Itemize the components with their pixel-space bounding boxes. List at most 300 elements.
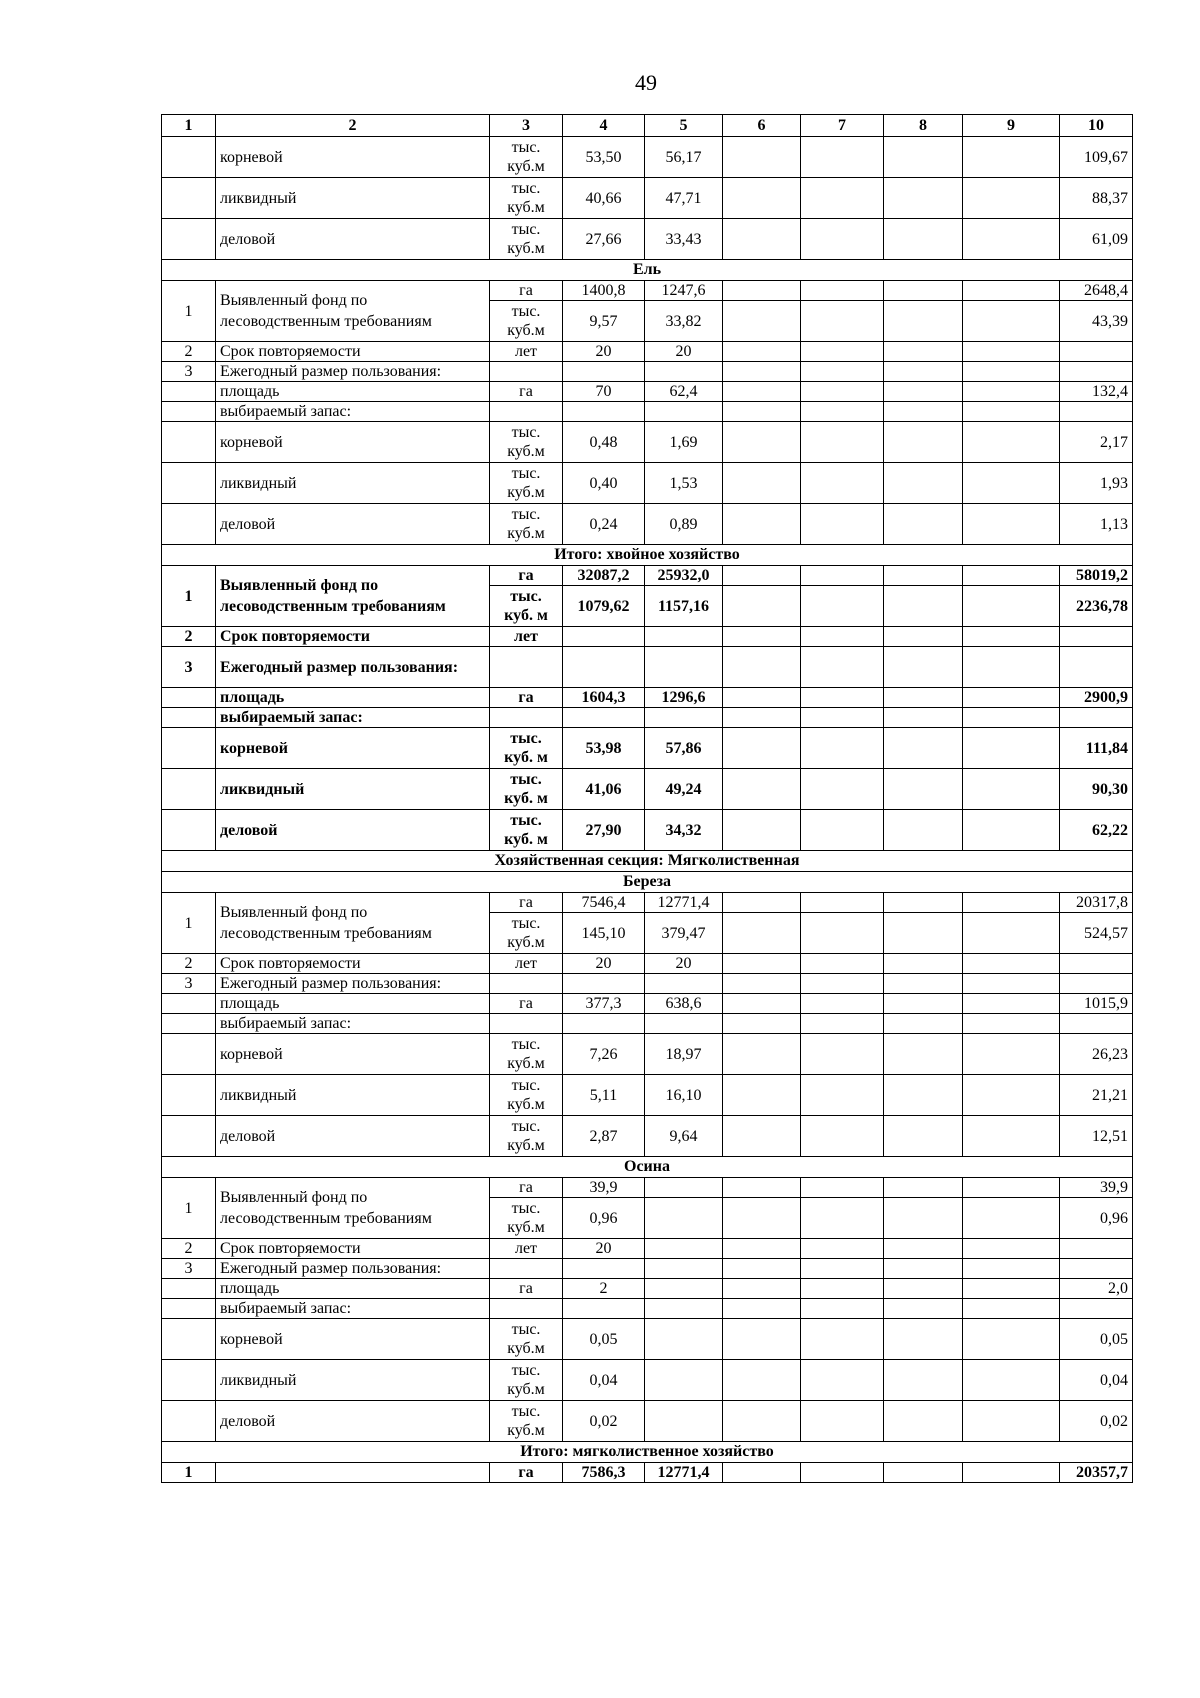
row-number: 1 bbox=[162, 1463, 216, 1483]
value-cell bbox=[645, 1198, 723, 1239]
value-cell: 58019,2 bbox=[1060, 566, 1133, 586]
value-cell: 1015,9 bbox=[1060, 994, 1133, 1014]
value-cell bbox=[884, 1463, 963, 1483]
row-name: Ежегодный размер пользования: bbox=[216, 362, 490, 382]
value-cell bbox=[884, 1178, 963, 1198]
row-number bbox=[162, 219, 216, 260]
unit-cell: тыс. куб. м bbox=[490, 728, 563, 769]
row-number bbox=[162, 810, 216, 851]
value-cell bbox=[963, 913, 1060, 954]
value-cell bbox=[645, 1259, 723, 1279]
value-cell bbox=[801, 994, 884, 1014]
value-cell bbox=[801, 586, 884, 627]
page-number: 49 bbox=[635, 70, 657, 95]
value-cell bbox=[801, 1463, 884, 1483]
value-cell: 0,96 bbox=[1060, 1198, 1133, 1239]
value-cell bbox=[723, 463, 801, 504]
value-cell: 20 bbox=[563, 342, 645, 362]
value-cell bbox=[884, 647, 963, 688]
value-cell bbox=[963, 647, 1060, 688]
value-cell bbox=[723, 1178, 801, 1198]
value-cell bbox=[884, 382, 963, 402]
value-cell: 20 bbox=[645, 954, 723, 974]
unit-cell: тыс. куб. м bbox=[490, 769, 563, 810]
row-number: 1 bbox=[162, 1178, 216, 1239]
value-cell bbox=[723, 219, 801, 260]
section-title: Осина bbox=[162, 1157, 1133, 1178]
row-number: 3 bbox=[162, 1259, 216, 1279]
value-cell: 18,97 bbox=[645, 1034, 723, 1075]
value-cell: 377,3 bbox=[563, 994, 645, 1014]
value-cell bbox=[884, 362, 963, 382]
unit-cell bbox=[490, 708, 563, 728]
table-row bbox=[162, 1279, 1133, 1299]
row-number bbox=[162, 1360, 216, 1401]
unit-cell bbox=[490, 362, 563, 382]
row-number bbox=[162, 728, 216, 769]
unit-cell: тыс. куб.м bbox=[490, 137, 563, 178]
value-cell bbox=[801, 504, 884, 545]
value-cell bbox=[723, 708, 801, 728]
table-row bbox=[162, 974, 1133, 994]
value-cell: 0,05 bbox=[1060, 1319, 1133, 1360]
value-cell: 33,43 bbox=[645, 219, 723, 260]
value-cell bbox=[884, 913, 963, 954]
value-cell bbox=[723, 1463, 801, 1483]
value-cell bbox=[723, 586, 801, 627]
unit-cell: га bbox=[490, 566, 563, 586]
unit-cell: тыс. куб.м bbox=[490, 1401, 563, 1442]
value-cell bbox=[963, 688, 1060, 708]
unit-cell: тыс. куб.м bbox=[490, 1034, 563, 1075]
unit-cell bbox=[490, 647, 563, 688]
table-row bbox=[162, 504, 1133, 545]
column-header: 2 bbox=[216, 115, 490, 137]
value-cell bbox=[884, 301, 963, 342]
row-name: Выявленный фонд по лесоводственным требованиям bbox=[216, 281, 490, 342]
table-row bbox=[162, 137, 1133, 178]
value-cell bbox=[963, 1279, 1060, 1299]
value-cell: 0,02 bbox=[563, 1401, 645, 1442]
value-cell bbox=[884, 342, 963, 362]
value-cell bbox=[963, 708, 1060, 728]
value-cell bbox=[963, 1463, 1060, 1483]
section-title: Ель bbox=[162, 260, 1133, 281]
row-number: 3 bbox=[162, 647, 216, 688]
row-number bbox=[162, 137, 216, 178]
value-cell bbox=[963, 974, 1060, 994]
value-cell: 62,4 bbox=[645, 382, 723, 402]
row-name: площадь bbox=[216, 994, 490, 1014]
value-cell: 2900,9 bbox=[1060, 688, 1133, 708]
row-number bbox=[162, 769, 216, 810]
unit-cell: га bbox=[490, 382, 563, 402]
table-row bbox=[162, 342, 1133, 362]
value-cell bbox=[723, 1034, 801, 1075]
value-cell bbox=[645, 1239, 723, 1259]
value-cell bbox=[884, 708, 963, 728]
value-cell bbox=[884, 893, 963, 913]
value-cell bbox=[963, 1014, 1060, 1034]
unit-cell: тыс. куб.м bbox=[490, 1075, 563, 1116]
unit-cell: тыс. куб.м bbox=[490, 504, 563, 545]
value-cell bbox=[723, 178, 801, 219]
row-name: деловой bbox=[216, 219, 490, 260]
value-cell bbox=[645, 1299, 723, 1319]
row-number: 2 bbox=[162, 342, 216, 362]
value-cell bbox=[723, 422, 801, 463]
value-cell bbox=[801, 1075, 884, 1116]
value-cell bbox=[963, 1034, 1060, 1075]
value-cell bbox=[963, 1299, 1060, 1319]
row-number bbox=[162, 504, 216, 545]
value-cell bbox=[723, 504, 801, 545]
value-cell bbox=[801, 402, 884, 422]
value-cell: 16,10 bbox=[645, 1075, 723, 1116]
unit-cell: га bbox=[490, 1178, 563, 1198]
value-cell bbox=[884, 1279, 963, 1299]
value-cell bbox=[801, 1401, 884, 1442]
column-header: 7 bbox=[801, 115, 884, 137]
row-name: выбираемый запас: bbox=[216, 708, 490, 728]
value-cell bbox=[963, 382, 1060, 402]
value-cell bbox=[801, 566, 884, 586]
value-cell: 27,90 bbox=[563, 810, 645, 851]
table-row bbox=[162, 954, 1133, 974]
value-cell bbox=[723, 1401, 801, 1442]
value-cell bbox=[723, 362, 801, 382]
value-cell: 379,47 bbox=[645, 913, 723, 954]
value-cell bbox=[884, 954, 963, 974]
value-cell bbox=[963, 1360, 1060, 1401]
unit-cell: га bbox=[490, 893, 563, 913]
value-cell bbox=[563, 627, 645, 647]
value-cell bbox=[801, 1116, 884, 1157]
value-cell bbox=[801, 422, 884, 463]
value-cell: 12771,4 bbox=[645, 1463, 723, 1483]
value-cell bbox=[884, 463, 963, 504]
value-cell: 2,17 bbox=[1060, 422, 1133, 463]
value-cell bbox=[801, 810, 884, 851]
value-cell: 1,69 bbox=[645, 422, 723, 463]
value-cell: 47,71 bbox=[645, 178, 723, 219]
value-cell: 524,57 bbox=[1060, 913, 1133, 954]
table-row bbox=[162, 1299, 1133, 1319]
row-name: ликвидный bbox=[216, 769, 490, 810]
value-cell bbox=[884, 769, 963, 810]
value-cell: 20357,7 bbox=[1060, 1463, 1133, 1483]
value-cell bbox=[884, 627, 963, 647]
value-cell: 61,09 bbox=[1060, 219, 1133, 260]
column-header: 4 bbox=[563, 115, 645, 137]
value-cell bbox=[884, 1259, 963, 1279]
value-cell: 132,4 bbox=[1060, 382, 1133, 402]
row-number bbox=[162, 688, 216, 708]
row-number bbox=[162, 1034, 216, 1075]
unit-cell: га bbox=[490, 688, 563, 708]
value-cell: 1604,3 bbox=[563, 688, 645, 708]
unit-cell bbox=[490, 1299, 563, 1319]
value-cell bbox=[645, 1014, 723, 1034]
value-cell bbox=[1060, 708, 1133, 728]
unit-cell: га bbox=[490, 281, 563, 301]
row-name: Срок повторяемости bbox=[216, 342, 490, 362]
value-cell bbox=[801, 463, 884, 504]
value-cell bbox=[963, 954, 1060, 974]
value-cell bbox=[563, 1299, 645, 1319]
value-cell bbox=[645, 974, 723, 994]
value-cell: 56,17 bbox=[645, 137, 723, 178]
value-cell bbox=[801, 1014, 884, 1034]
value-cell: 20 bbox=[563, 954, 645, 974]
table-row bbox=[162, 178, 1133, 219]
value-cell: 7,26 bbox=[563, 1034, 645, 1075]
value-cell: 1,93 bbox=[1060, 463, 1133, 504]
row-name: ликвидный bbox=[216, 178, 490, 219]
row-number bbox=[162, 1116, 216, 1157]
row-name: Выявленный фонд по лесоводственным требованиям bbox=[216, 893, 490, 954]
table-row bbox=[162, 1401, 1133, 1442]
row-number bbox=[162, 178, 216, 219]
value-cell: 53,98 bbox=[563, 728, 645, 769]
table-row bbox=[162, 994, 1133, 1014]
row-number bbox=[162, 1299, 216, 1319]
value-cell bbox=[884, 422, 963, 463]
value-cell bbox=[884, 137, 963, 178]
section-row bbox=[162, 260, 1133, 281]
value-cell bbox=[645, 627, 723, 647]
value-cell: 0,02 bbox=[1060, 1401, 1133, 1442]
table-row bbox=[162, 1360, 1133, 1401]
value-cell bbox=[963, 402, 1060, 422]
value-cell bbox=[963, 463, 1060, 504]
value-cell bbox=[801, 178, 884, 219]
value-cell bbox=[963, 1178, 1060, 1198]
table-row bbox=[162, 281, 1133, 301]
value-cell: 0,48 bbox=[563, 422, 645, 463]
unit-cell bbox=[490, 1259, 563, 1279]
row-name: выбираемый запас: bbox=[216, 1014, 490, 1034]
row-number bbox=[162, 708, 216, 728]
value-cell bbox=[723, 382, 801, 402]
section-row bbox=[162, 545, 1133, 566]
value-cell bbox=[723, 810, 801, 851]
value-cell: 109,67 bbox=[1060, 137, 1133, 178]
value-cell: 0,96 bbox=[563, 1198, 645, 1239]
unit-cell: лет bbox=[490, 627, 563, 647]
row-number bbox=[162, 422, 216, 463]
section-title: Хозяйственная секция: Мягколиственная bbox=[162, 851, 1133, 872]
value-cell bbox=[884, 728, 963, 769]
column-header: 6 bbox=[723, 115, 801, 137]
value-cell bbox=[963, 137, 1060, 178]
value-cell bbox=[801, 342, 884, 362]
value-cell: 1079,62 bbox=[563, 586, 645, 627]
value-cell bbox=[723, 137, 801, 178]
value-cell bbox=[645, 708, 723, 728]
table-row bbox=[162, 1178, 1133, 1198]
value-cell: 39,9 bbox=[1060, 1178, 1133, 1198]
row-number bbox=[162, 1075, 216, 1116]
value-cell bbox=[1060, 647, 1133, 688]
value-cell bbox=[801, 1198, 884, 1239]
value-cell bbox=[884, 688, 963, 708]
value-cell: 20317,8 bbox=[1060, 893, 1133, 913]
value-cell: 20 bbox=[563, 1239, 645, 1259]
value-cell bbox=[963, 219, 1060, 260]
value-cell bbox=[723, 1075, 801, 1116]
row-number bbox=[162, 463, 216, 504]
row-number: 2 bbox=[162, 1239, 216, 1259]
unit-cell: тыс. куб.м bbox=[490, 422, 563, 463]
section-row bbox=[162, 1157, 1133, 1178]
value-cell: 638,6 bbox=[645, 994, 723, 1014]
value-cell bbox=[563, 1014, 645, 1034]
row-name: Ежегодный размер пользования: bbox=[216, 974, 490, 994]
section-title: Итого: хвойное хозяйство bbox=[162, 545, 1133, 566]
value-cell bbox=[645, 1279, 723, 1299]
value-cell bbox=[801, 137, 884, 178]
value-cell: 26,23 bbox=[1060, 1034, 1133, 1075]
value-cell bbox=[884, 1319, 963, 1360]
value-cell: 1247,6 bbox=[645, 281, 723, 301]
table-row bbox=[162, 1239, 1133, 1259]
row-name: корневой bbox=[216, 1319, 490, 1360]
section-row bbox=[162, 851, 1133, 872]
value-cell bbox=[645, 1178, 723, 1198]
value-cell bbox=[723, 893, 801, 913]
value-cell: 53,50 bbox=[563, 137, 645, 178]
value-cell bbox=[963, 627, 1060, 647]
value-cell: 88,37 bbox=[1060, 178, 1133, 219]
value-cell bbox=[963, 1239, 1060, 1259]
unit-cell bbox=[490, 402, 563, 422]
section-title: Береза bbox=[162, 872, 1133, 893]
value-cell: 1296,6 bbox=[645, 688, 723, 708]
value-cell bbox=[801, 219, 884, 260]
table-row bbox=[162, 1319, 1133, 1360]
value-cell: 9,64 bbox=[645, 1116, 723, 1157]
row-number bbox=[162, 994, 216, 1014]
unit-cell: тыс. куб.м bbox=[490, 219, 563, 260]
value-cell bbox=[723, 1360, 801, 1401]
value-cell bbox=[963, 994, 1060, 1014]
value-cell bbox=[963, 281, 1060, 301]
value-cell bbox=[801, 893, 884, 913]
column-header: 9 bbox=[963, 115, 1060, 137]
value-cell bbox=[1060, 362, 1133, 382]
value-cell: 145,10 bbox=[563, 913, 645, 954]
value-cell bbox=[801, 769, 884, 810]
value-cell bbox=[723, 1239, 801, 1259]
value-cell bbox=[723, 1116, 801, 1157]
value-cell bbox=[645, 1401, 723, 1442]
value-cell: 70 bbox=[563, 382, 645, 402]
value-cell bbox=[645, 402, 723, 422]
unit-cell: тыс. куб. м bbox=[490, 810, 563, 851]
row-number bbox=[162, 382, 216, 402]
row-name: площадь bbox=[216, 1279, 490, 1299]
value-cell: 1400,8 bbox=[563, 281, 645, 301]
table-row bbox=[162, 382, 1133, 402]
value-cell bbox=[723, 688, 801, 708]
table-row bbox=[162, 810, 1133, 851]
value-cell bbox=[801, 728, 884, 769]
unit-cell: тыс. куб.м bbox=[490, 1198, 563, 1239]
value-cell bbox=[884, 402, 963, 422]
value-cell bbox=[645, 1319, 723, 1360]
value-cell: 0,89 bbox=[645, 504, 723, 545]
unit-cell: тыс. куб.м bbox=[490, 1360, 563, 1401]
value-cell bbox=[723, 342, 801, 362]
row-number: 3 bbox=[162, 974, 216, 994]
value-cell bbox=[801, 627, 884, 647]
row-name: Выявленный фонд по лесоводственным требованиям bbox=[216, 566, 490, 627]
table-row bbox=[162, 769, 1133, 810]
value-cell bbox=[723, 913, 801, 954]
row-name: ликвидный bbox=[216, 1360, 490, 1401]
section-row bbox=[162, 1442, 1133, 1463]
value-cell bbox=[801, 1239, 884, 1259]
value-cell bbox=[723, 627, 801, 647]
unit-cell: тыс. куб. м bbox=[490, 586, 563, 627]
value-cell: 49,24 bbox=[645, 769, 723, 810]
value-cell: 0,40 bbox=[563, 463, 645, 504]
value-cell bbox=[963, 362, 1060, 382]
row-number: 1 bbox=[162, 566, 216, 627]
row-number bbox=[162, 1401, 216, 1442]
row-number bbox=[162, 1319, 216, 1360]
row-name: деловой bbox=[216, 1401, 490, 1442]
unit-cell: тыс. куб.м bbox=[490, 1116, 563, 1157]
value-cell bbox=[963, 178, 1060, 219]
column-header: 5 bbox=[645, 115, 723, 137]
table-row bbox=[162, 1116, 1133, 1157]
value-cell bbox=[963, 301, 1060, 342]
row-number bbox=[162, 402, 216, 422]
value-cell: 0,04 bbox=[1060, 1360, 1133, 1401]
value-cell bbox=[963, 504, 1060, 545]
value-cell bbox=[563, 708, 645, 728]
value-cell: 9,57 bbox=[563, 301, 645, 342]
table-row bbox=[162, 422, 1133, 463]
value-cell bbox=[801, 1279, 884, 1299]
unit-cell: га bbox=[490, 994, 563, 1014]
value-cell: 57,86 bbox=[645, 728, 723, 769]
value-cell bbox=[723, 1299, 801, 1319]
value-cell bbox=[1060, 402, 1133, 422]
row-name: Срок повторяемости bbox=[216, 954, 490, 974]
table-row bbox=[162, 566, 1133, 586]
value-cell: 7546,4 bbox=[563, 893, 645, 913]
value-cell bbox=[723, 954, 801, 974]
section-row bbox=[162, 872, 1133, 893]
row-name: деловой bbox=[216, 810, 490, 851]
value-cell bbox=[563, 1259, 645, 1279]
forest-use-table bbox=[161, 114, 1133, 1483]
row-name: площадь bbox=[216, 688, 490, 708]
value-cell bbox=[1060, 1299, 1133, 1319]
value-cell bbox=[1060, 1239, 1133, 1259]
value-cell bbox=[884, 974, 963, 994]
unit-cell bbox=[490, 1014, 563, 1034]
row-name: выбираемый запас: bbox=[216, 402, 490, 422]
value-cell bbox=[884, 1299, 963, 1319]
value-cell bbox=[884, 1116, 963, 1157]
table-row bbox=[162, 627, 1133, 647]
value-cell bbox=[723, 281, 801, 301]
value-cell bbox=[884, 1198, 963, 1239]
